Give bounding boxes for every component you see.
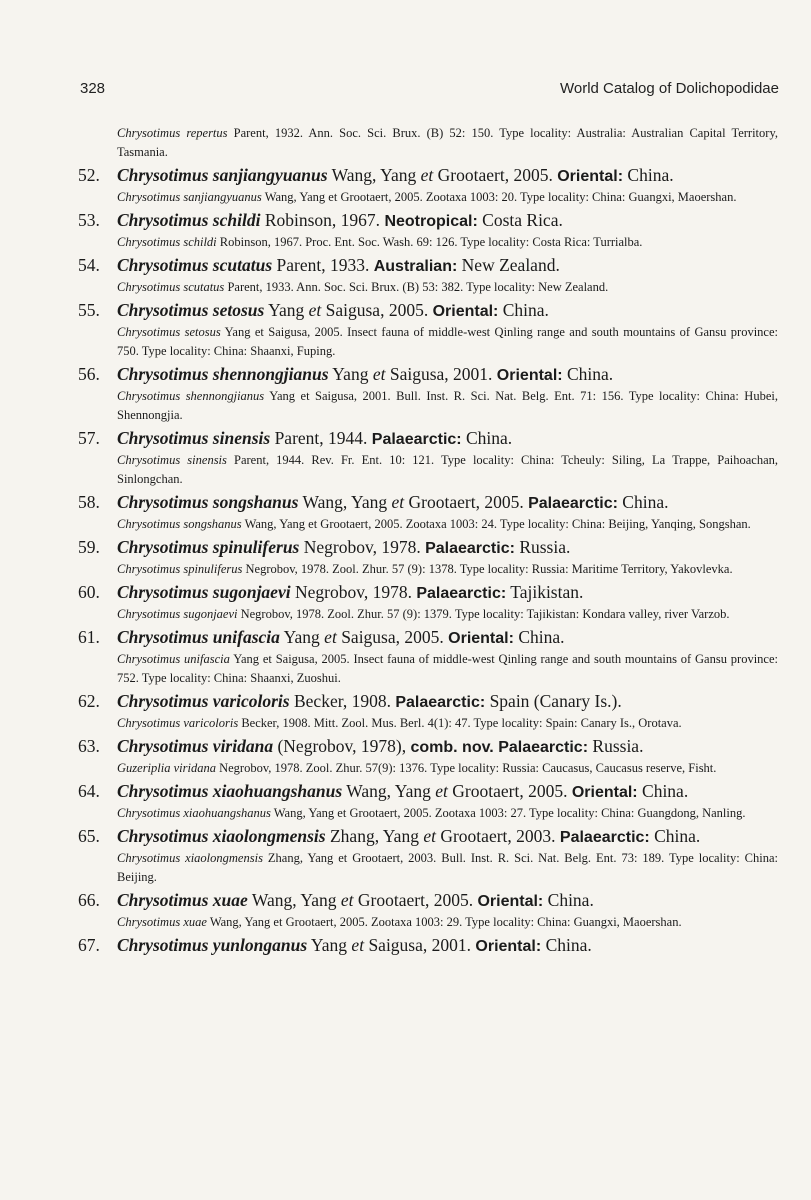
entry-reference: [78, 451, 778, 489]
author-cont: Grootaert, 2005.: [433, 165, 558, 185]
reference-text: Yang et Saigusa, 2005. Insect fauna of middle-west Qinling range and south mountains of Gansu province: 752. Type locality: China: Shaanxi, Zuoshui.: [117, 652, 778, 685]
distribution: China.: [623, 165, 674, 185]
species-name: Chrysotimus scutatus: [117, 255, 273, 275]
author-cont: Grootaert, 2005.: [404, 492, 529, 512]
entry-reference: [78, 278, 778, 297]
distribution: China.: [617, 492, 669, 512]
author-cont: Grootaert, 2003.: [435, 826, 560, 846]
entry-heading: [78, 209, 778, 233]
entry-heading: [78, 363, 778, 387]
entry-heading: [78, 780, 778, 804]
entry-heading: [78, 536, 778, 560]
author: Robinson, 1967.: [260, 210, 385, 230]
reference-text: Wang, Yang et Grootaert, 2005. Zootaxa 1003: 24. Type locality: China: Beijing, Yanqing, Songshan.: [241, 517, 751, 531]
reference-text: Yang et Saigusa, 2005. Insect fauna of middle-west Qinling range and south mountains of Gansu province: 750. Type locality: China: Shaanxi, Fuping.: [117, 325, 778, 358]
species-name: Chrysotimus viridana: [117, 736, 274, 756]
entry-number: 52.: [78, 165, 100, 185]
region: Palaearctic:: [425, 540, 515, 557]
distribution: Costa Rica.: [477, 210, 563, 230]
region: Oriental:: [477, 893, 544, 910]
species-name: Chrysotimus schildi: [117, 210, 261, 230]
reference-species-name: Chrysotimus xuae: [117, 915, 207, 929]
reference-text: Yang et Saigusa, 2001. Bull. Inst. R. Sci. Nat. Belg. Ent. 71: 156. Type locality: China: Hubei, Shennongjia.: [117, 389, 778, 422]
distribution: China.: [562, 364, 614, 384]
distribution: China.: [637, 781, 689, 801]
region: Palaearctic:: [395, 694, 486, 711]
region: Oriental:: [432, 303, 499, 320]
author-et: et: [420, 165, 434, 185]
entry-heading: [78, 427, 778, 451]
author: Wang, Yang: [298, 492, 392, 512]
species-name: Chrysotimus yunlonganus: [117, 935, 308, 955]
entry-number: 66.: [78, 890, 100, 910]
entry-reference: [78, 913, 778, 932]
distribution: China.: [541, 935, 592, 955]
catalog-entry: [78, 690, 778, 733]
reference-species-name: Chrysotimus varicoloris: [117, 716, 239, 730]
region: Neotropical:: [384, 213, 478, 230]
intro-reference-text: Parent, 1932. Ann. Soc. Sci. Brux. (B) 52: 150. Type locality: Australia: Australian Capital Territory, Tasmania.: [117, 126, 779, 159]
entry-heading: [78, 626, 778, 650]
reference-text: Robinson, 1967. Proc. Ent. Soc. Wash. 69: 126. Type locality: Costa Rica: Turrialba.: [216, 235, 643, 249]
reference-text: Wang, Yang et Grootaert, 2005. Zootaxa 1003: 29. Type locality: China: Guangxi, Maoershan.: [206, 915, 682, 929]
species-name: Chrysotimus setosus: [117, 300, 265, 320]
catalog-entry: [78, 299, 778, 361]
reference-species-name: Chrysotimus schildi: [117, 235, 217, 249]
reference-species-name: Chrysotimus sinensis: [117, 453, 227, 467]
entry-reference: [78, 387, 778, 425]
author: Yang: [328, 364, 373, 384]
entry-number: 62.: [78, 691, 100, 711]
entry-number: 59.: [78, 537, 100, 557]
catalog-entry: [78, 254, 778, 297]
author: Yang: [264, 300, 309, 320]
catalog-entry: [78, 735, 778, 778]
entry-reference: [78, 714, 778, 733]
author-et: et: [340, 890, 354, 910]
entry-number: 57.: [78, 428, 100, 448]
reference-species-name: Chrysotimus spinuliferus: [117, 562, 243, 576]
distribution: Spain (Canary Is.).: [485, 691, 622, 711]
catalog-entry: [78, 363, 778, 425]
species-name: Chrysotimus shennongjianus: [117, 364, 329, 384]
region: Oriental:: [571, 784, 638, 801]
entry-number: 61.: [78, 627, 100, 647]
reference-text: Zhang, Yang et Grootaert, 2003. Bull. Inst. R. Sci. Nat. Belg. Ent. 73: 189. Type locality: China: Beijing.: [117, 851, 778, 884]
author-cont: Saigusa, 2005.: [321, 300, 433, 320]
region: Palaearctic:: [559, 829, 650, 846]
reference-text: Parent, 1933. Ann. Soc. Sci. Brux. (B) 53: 382. Type locality: New Zealand.: [224, 280, 609, 294]
entry-reference: [78, 515, 778, 534]
entry-number: 58.: [78, 492, 100, 512]
author-cont: Grootaert, 2005.: [447, 781, 572, 801]
author-et: et: [372, 364, 386, 384]
entry-reference: [78, 605, 778, 624]
entry-reference: [78, 804, 778, 823]
author: Becker, 1908.: [289, 691, 396, 711]
reference-species-name: Chrysotimus setosus: [117, 325, 221, 339]
author: Parent, 1933.: [272, 255, 374, 275]
entry-reference: [78, 560, 778, 579]
region: comb. nov. Palaearctic:: [410, 739, 589, 756]
reference-species-name: Chrysotimus xiaohuangshanus: [117, 806, 271, 820]
region: Oriental:: [448, 630, 514, 647]
entry-number: 63.: [78, 736, 100, 756]
region: Palaearctic:: [416, 585, 507, 602]
entry-number: 54.: [78, 255, 100, 275]
reference-species-name: Chrysotimus sugonjaevi: [117, 607, 238, 621]
intro-reference: [78, 124, 778, 162]
distribution: Tajikistan.: [506, 582, 584, 602]
author: (Negrobov, 1978),: [273, 736, 411, 756]
catalog-entry: [78, 536, 778, 579]
author: Zhang, Yang: [325, 826, 424, 846]
author-cont: Saigusa, 2001.: [364, 935, 476, 955]
entry-number: 53.: [78, 210, 100, 230]
distribution: New Zealand.: [457, 255, 560, 275]
entry-heading: [78, 299, 778, 323]
distribution: Russia.: [514, 537, 571, 557]
reference-species-name: Chrysotimus xiaolongmensis: [117, 851, 263, 865]
catalog-entry: [78, 780, 778, 823]
author: Negrobov, 1978.: [299, 537, 426, 557]
region: Oriental:: [557, 168, 624, 185]
species-name: Chrysotimus spinuliferus: [117, 537, 300, 557]
catalog-entry: [78, 626, 778, 688]
entry-reference: [78, 188, 778, 207]
author-cont: Saigusa, 2005.: [336, 627, 449, 647]
entry-number: 65.: [78, 826, 100, 846]
distribution: Russia.: [588, 736, 644, 756]
entry-reference: [78, 233, 778, 252]
catalog-entry: [78, 491, 778, 534]
author-cont: Saigusa, 2001.: [385, 364, 497, 384]
author-et: et: [423, 826, 436, 846]
author-et: et: [435, 781, 448, 801]
entry-heading: [78, 825, 778, 849]
species-name: Chrysotimus xiaolongmensis: [117, 826, 326, 846]
entry-number: 60.: [78, 582, 100, 602]
reference-text: Negrobov, 1978. Zool. Zhur. 57(9): 1376. Type locality: Russia: Caucasus, Caucasus reserve, Fisht.: [215, 761, 717, 775]
entry-heading: [78, 735, 778, 759]
region: Oriental:: [496, 367, 563, 384]
species-name: Chrysotimus sanjiangyuanus: [117, 165, 328, 185]
entry-reference: [78, 849, 778, 887]
distribution: China.: [649, 826, 701, 846]
entry-heading: [78, 581, 778, 605]
reference-species-name: Chrysotimus scutatus: [117, 280, 225, 294]
catalog-entry: [78, 825, 778, 887]
author-cont: Grootaert, 2005.: [353, 890, 478, 910]
author-et: et: [391, 492, 405, 512]
species-name: Chrysotimus unifascia: [117, 627, 280, 647]
catalog-entry: [78, 934, 778, 958]
entry-reference: [78, 759, 778, 778]
entry-heading: [78, 491, 778, 515]
author: Yang: [307, 935, 352, 955]
reference-species-name: Chrysotimus unifascia: [117, 652, 230, 666]
region: Oriental:: [475, 938, 542, 955]
reference-species-name: Chrysotimus shennongjianus: [117, 389, 265, 403]
entry-heading: [78, 934, 778, 958]
reference-species-name: Guzeriplia viridana: [117, 761, 216, 775]
distribution: China.: [543, 890, 594, 910]
catalog-entry: [78, 889, 778, 932]
page-number: 328: [80, 80, 106, 97]
author-et: et: [324, 627, 337, 647]
entry-reference: [78, 323, 778, 361]
reference-text: Becker, 1908. Mitt. Zool. Mus. Berl. 4(1): 47. Type locality: Spain: Canary Is., Orotava.: [238, 716, 682, 730]
author-et: et: [351, 935, 365, 955]
distribution: China.: [513, 627, 565, 647]
entry-reference: [78, 650, 778, 688]
author: Wang, Yang: [247, 890, 341, 910]
distribution: China.: [461, 428, 513, 448]
catalog-entry: [78, 427, 778, 489]
author: Yang: [279, 627, 325, 647]
entry-heading: [78, 254, 778, 278]
author: Parent, 1944.: [270, 428, 372, 448]
species-name: Chrysotimus xiaohuangshanus: [117, 781, 343, 801]
entry-number: 55.: [78, 300, 100, 320]
intro-species-name: Chrysotimus repertus: [117, 126, 228, 140]
species-name: Chrysotimus songshanus: [117, 492, 299, 512]
author-et: et: [308, 300, 322, 320]
catalog-entries: [78, 124, 778, 958]
author: Wang, Yang: [327, 165, 421, 185]
reference-text: Negrobov, 1978. Zool. Zhur. 57 (9): 1379. Type locality: Tajikistan: Kondara valley, river Varzob.: [237, 607, 730, 621]
catalog-entry: [78, 581, 778, 624]
distribution: China.: [498, 300, 549, 320]
catalog-entry: [78, 164, 778, 207]
species-name: Chrysotimus sugonjaevi: [117, 582, 291, 602]
species-name: Chrysotimus sinensis: [117, 428, 271, 448]
entry-number: 64.: [78, 781, 100, 801]
species-name: Chrysotimus varicoloris: [117, 691, 290, 711]
reference-text: Negrobov, 1978. Zool. Zhur. 57 (9): 1378. Type locality: Russia: Maritime Territory, Yakovlevka.: [242, 562, 733, 576]
catalog-entry: [78, 209, 778, 252]
entry-number: 67.: [78, 935, 100, 955]
region: Australian:: [373, 258, 458, 275]
entry-heading: [78, 164, 778, 188]
author: Wang, Yang: [342, 781, 436, 801]
author: Negrobov, 1978.: [290, 582, 417, 602]
entry-heading: [78, 889, 778, 913]
reference-species-name: Chrysotimus songshanus: [117, 517, 242, 531]
region: Palaearctic:: [371, 431, 462, 448]
entry-heading: [78, 690, 778, 714]
region: Palaearctic:: [528, 495, 618, 512]
reference-text: Wang, Yang et Grootaert, 2005. Zootaxa 1003: 27. Type locality: China: Guangdong, Nanling.: [270, 806, 746, 820]
reference-species-name: Chrysotimus sanjiangyuanus: [117, 190, 262, 204]
entry-number: 56.: [78, 364, 100, 384]
running-head: World Catalog of Dolichopodidae: [559, 80, 779, 97]
reference-text: Wang, Yang et Grootaert, 2005. Zootaxa 1003: 20. Type locality: China: Guangxi, Maoershan.: [261, 190, 737, 204]
reference-text: Parent, 1944. Rev. Fr. Ent. 10: 121. Type locality: China: Tcheuly: Siling, La Trappe, Paihoachan, Sinlongchan.: [117, 453, 778, 486]
species-name: Chrysotimus xuae: [117, 890, 248, 910]
